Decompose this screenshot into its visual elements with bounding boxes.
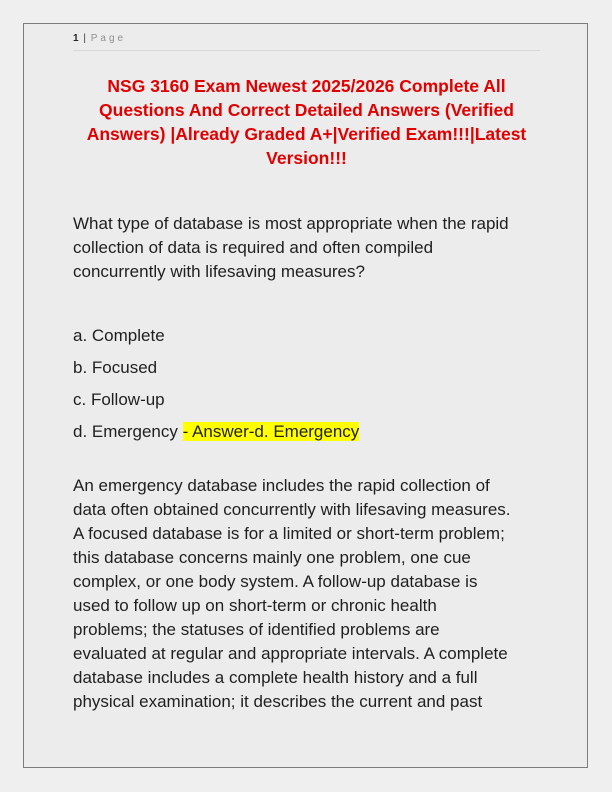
document-page xyxy=(23,23,588,768)
document-title: NSG 3160 Exam Newest 2025/2026 Complete All Questions And Correct Detailed Answers (Verified Answers) |Already Graded A+|Verified Exam!!!|Latest Version!!! xyxy=(86,76,527,168)
page-header-label: Page xyxy=(90,33,127,44)
option-d-text: d. Emergency xyxy=(73,422,178,441)
option-a: a. Complete xyxy=(73,326,165,345)
option-d xyxy=(73,420,540,444)
option-c: c. Follow-up xyxy=(73,390,165,409)
answer-highlight: - Answer-d. Emergency xyxy=(182,422,360,441)
option-b: b. Focused xyxy=(73,358,158,377)
explanation-text: An emergency database includes the rapid collection of data often obtained concurrently with lifesaving measures. A focused database is for a limited or short-term problem; this database concerns mainly one problem, one cue complex, or one body system. A follow-up database is used to follow up on short-term or chronic health problems; the statuses of identified problems are evaluated at regular and appropriate intervals. A complete database includes a complete health history and a full physical examination; it describes the current and past xyxy=(73,476,511,711)
page-number: 1 xyxy=(73,33,79,44)
page-header-separator: | xyxy=(83,33,86,44)
page-content xyxy=(24,24,587,714)
question-text: What type of database is most appropriate when the rapid collection of data is required and often compiled concurrently with lifesaving measures? xyxy=(73,214,509,281)
answer-options xyxy=(73,324,540,444)
page-header xyxy=(73,32,540,51)
